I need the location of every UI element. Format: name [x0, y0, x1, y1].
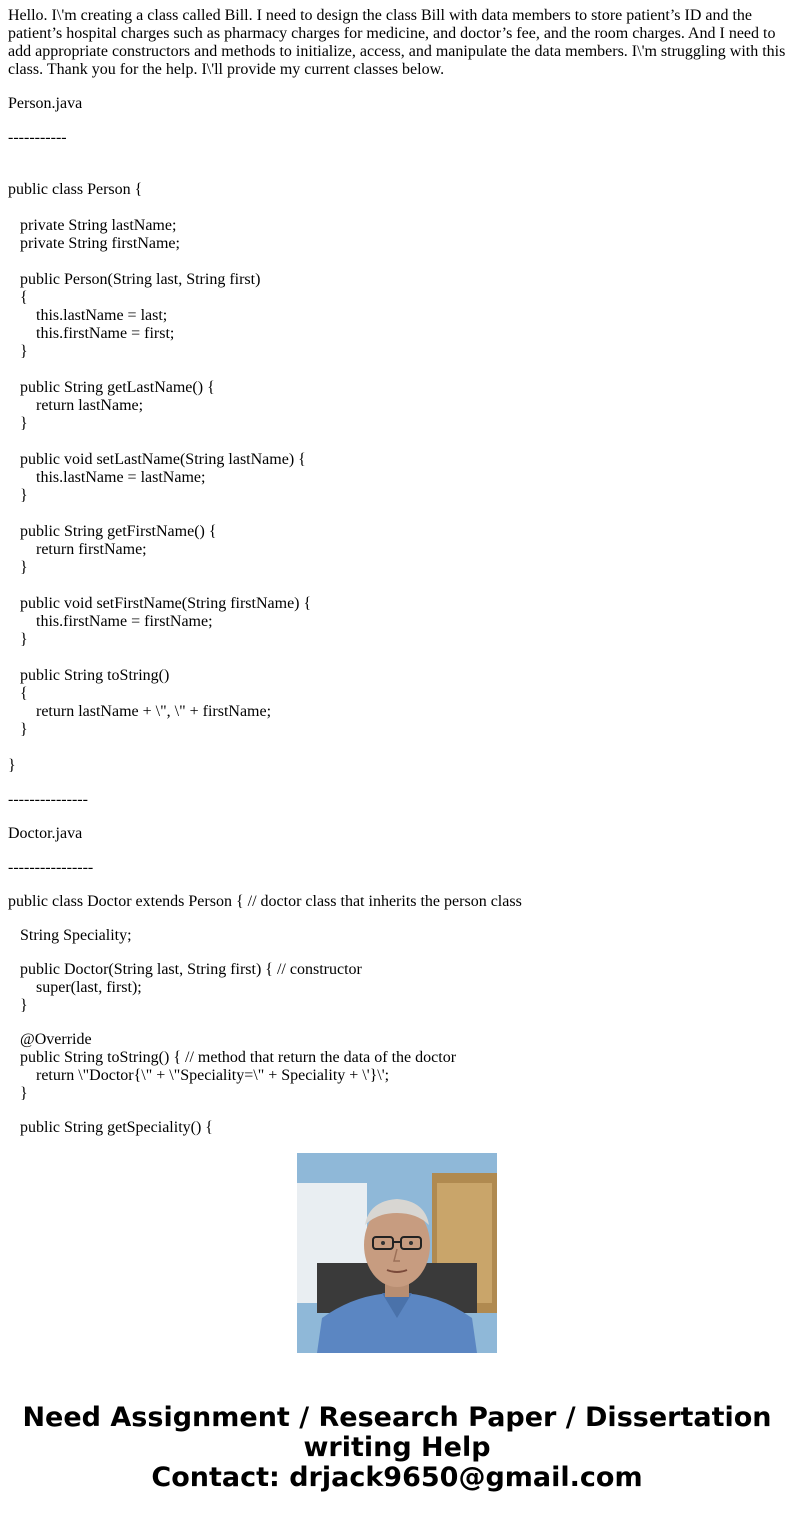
- code-line: }: [8, 631, 28, 648]
- author-avatar: [297, 1153, 497, 1353]
- code-line: [8, 505, 788, 523]
- code-line: return lastName;: [8, 397, 144, 414]
- promo-contact: Contact: drjack9650@gmail.com: [151, 1462, 643, 1493]
- code-line: this.firstName = firstName;: [8, 613, 213, 630]
- code-line: }: [8, 1085, 28, 1102]
- question-intro: Hello. I\'m creating a class called Bill. I need to design the class Bill with data members to store patient’s ID and the patient’s hospital charges such as pharmacy charges for medicine, and doctor’s fee, and the room charges. And I need to add appropriate constructors and methods to initialize, access, and manipulate the data members. I\'m struggling with this class. Thank you for the help. I\'ll provide my current classes below.: [8, 7, 786, 78]
- code-line: return \"Doctor{\" + \"Speciality=\" + Speciality + \'}\';: [8, 1067, 390, 1084]
- code-line: public void setFirstName(String firstName) {: [8, 595, 312, 612]
- code-block: [8, 961, 788, 1015]
- code-line: }: [8, 757, 16, 774]
- code-line: [8, 253, 788, 271]
- code-line: }: [8, 997, 28, 1014]
- code-line: public String getSpeciality() {: [8, 1119, 213, 1136]
- post-paragraph: Person.java: [8, 95, 83, 112]
- post-paragraph: ---------------: [8, 791, 88, 808]
- code-line: {: [8, 685, 28, 702]
- post-paragraph: Doctor.java: [8, 825, 83, 842]
- code-line: }: [8, 343, 28, 360]
- code-line: [8, 739, 788, 757]
- code-line: super(last, first);: [8, 979, 142, 996]
- code-line: this.lastName = last;: [8, 307, 168, 324]
- promo-line-1: Need Assignment / Research Paper / Dissertation: [22, 1402, 772, 1433]
- code-line: return firstName;: [8, 541, 147, 558]
- code-line: [8, 163, 788, 181]
- code-line: private String lastName;: [8, 217, 177, 234]
- code-line: [8, 577, 788, 595]
- question-code-listing: [8, 95, 788, 1137]
- code-line: [8, 199, 788, 217]
- code-line: }: [8, 721, 28, 738]
- code-line: {: [8, 289, 28, 306]
- code-line: [8, 361, 788, 379]
- code-block: [8, 163, 788, 775]
- code-line: [8, 649, 788, 667]
- code-line: return lastName + \", \" + firstName;: [8, 703, 272, 720]
- post-paragraph: ----------------: [8, 859, 94, 876]
- code-line: public class Person {: [8, 181, 143, 198]
- code-line: @Override: [8, 1031, 92, 1048]
- code-line: this.firstName = first;: [8, 325, 175, 342]
- code-line: public void setLastName(String lastName) {: [8, 451, 306, 468]
- code-line: this.lastName = lastName;: [8, 469, 206, 486]
- code-line: }: [8, 559, 28, 576]
- promo-banner: [0, 1403, 794, 1493]
- code-line: public Person(String last, String first): [8, 271, 261, 288]
- post-paragraph: -----------: [8, 129, 67, 146]
- promo-line-2: writing Help: [303, 1432, 491, 1463]
- code-line: public String getLastName() {: [8, 379, 215, 396]
- code-block: [8, 1031, 788, 1103]
- code-line: public String toString(): [8, 667, 170, 684]
- code-line: }: [8, 415, 28, 432]
- post-paragraph: public class Doctor extends Person { // doctor class that inherits the person class: [8, 893, 522, 910]
- code-line: public Doctor(String last, String first) { // constructor: [8, 961, 362, 978]
- code-line: [8, 433, 788, 451]
- code-line: public String getFirstName() {: [8, 523, 217, 540]
- question-post: [8, 7, 788, 1136]
- code-block: [8, 1119, 788, 1137]
- code-line: private String firstName;: [8, 235, 180, 252]
- code-line: }: [8, 487, 28, 504]
- author-photo-illustration: [297, 1153, 497, 1353]
- post-paragraph: String Speciality;: [8, 927, 132, 944]
- code-line: public String toString() { // method that return the data of the doctor: [8, 1049, 457, 1066]
